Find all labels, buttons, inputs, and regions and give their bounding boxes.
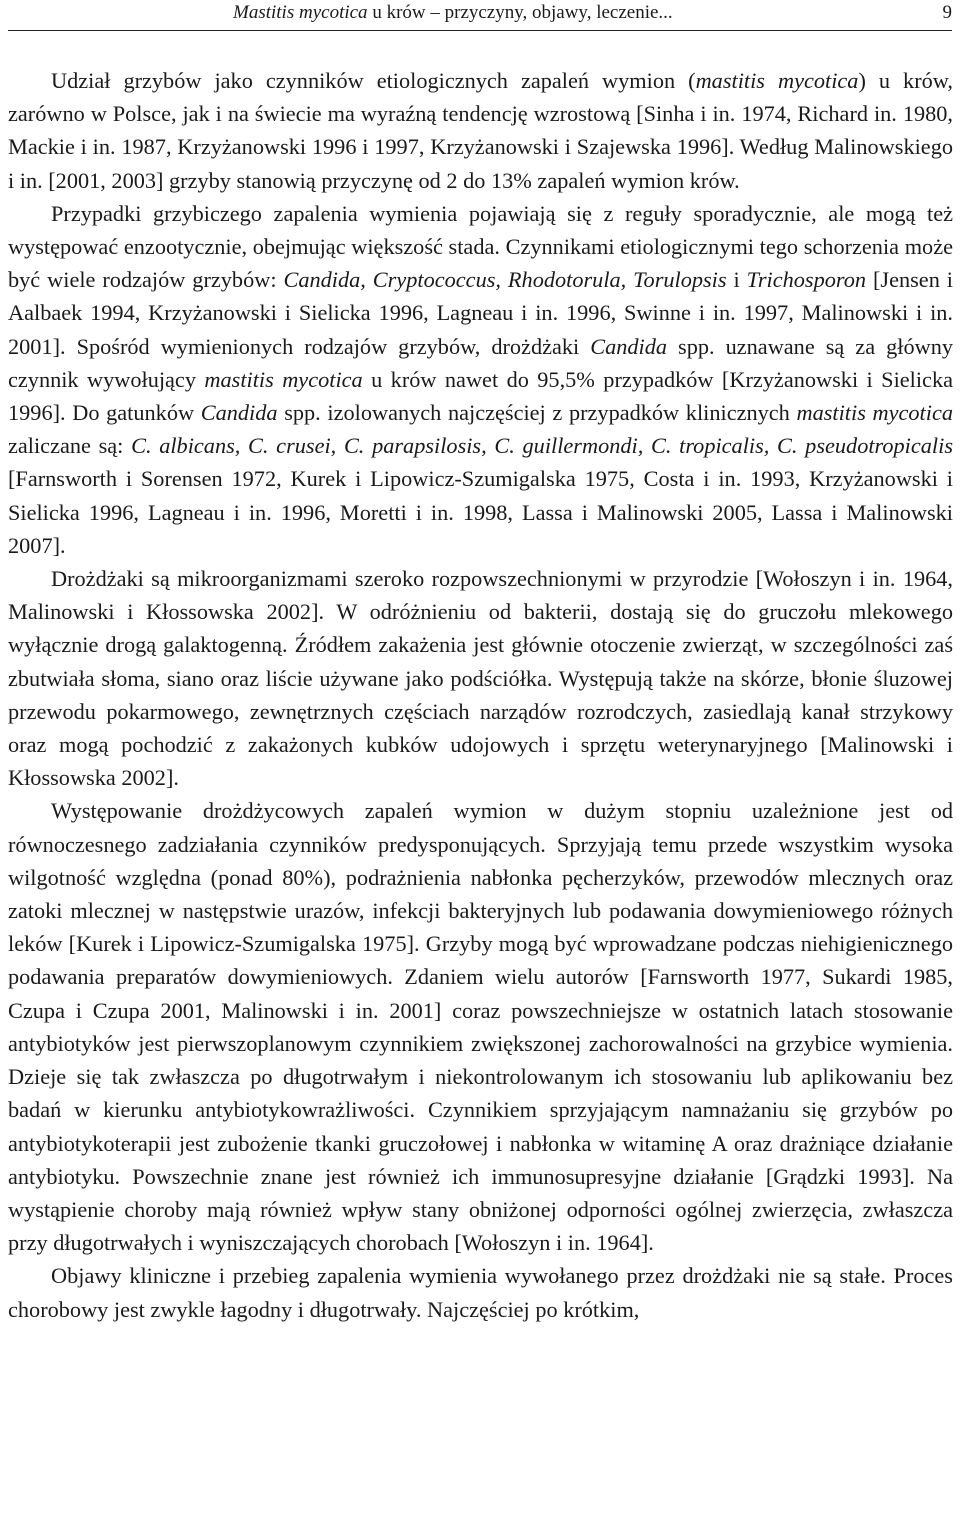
text-run: spp. izolowanych najczęściej z przypadków klinicznych xyxy=(277,400,797,426)
paragraph xyxy=(8,197,953,562)
text-run: Występowanie drożdżycowych zapaleń wymion w dużym stopniu uzależnione jest od równoczesnego zadziałania czynników predysponujących. Sprzyjają temu przede wszystkim wysoka wilgotność względna (ponad 80%), podrażnienia nabłonka pęcherzyków, przewodów mlecznych oraz zatoki mlecznej w następstwie urazów, infekcji bakteryjnych lub podawania dowymieniowego różnych leków [Kurek i Lipowicz-Szumigalska 1975]. Grzyby mogą być wprowadzane podczas niehigienicznego podawania preparatów dowymieniowych. Zdaniem wielu autorów [Farnsworth 1977, Sukardi 1985, Czupa i Czupa 2001, Malinowski i in. 2001] coraz powszechniejsze w ostatnich latach stosowanie antybiotyków jest pierwszoplanowym czynnikiem zwiększonej zachorowalności na grzybice wymienia. Dzieje się tak zwłaszcza po długotrwałym i niekontrolowanym ich stosowaniu lub aplikowaniu bez badań w kierunku antybiotykowrażliwości. Czynnikiem sprzyjającym namnażaniu się grzybów po antybiotykoterapii jest zubożenie tkanki gruczołowej i nabłonka w witaminę A oraz drażniące działanie antybiotyku. Powszechnie znane jest również ich immunosupresyjne działanie [Grądzki 1993]. Na wystąpienie choroby mają również wpływ stany obniżonej odporności ogólnej zwierzęcia, zwłaszcza przy długotrwałych i wyniszczających chorobach [Wołoszyn i in. 1964]. xyxy=(8,798,953,1256)
italic-term: Trichosporon xyxy=(746,267,867,293)
running-title-italic: Mastitis mycotica xyxy=(233,2,368,23)
text-run: [Jensen i Aalbaek 1994, Krzyżanowski i Sielicka 1996, Lagneau i in. 1996, Swinne i in. 1997, Malinowski i in. 2001]. Spośród wymienionych rodzajów grzybów, drożdżaki xyxy=(8,267,954,359)
italic-term: mastitis mycotica xyxy=(695,68,859,93)
paragraph xyxy=(8,64,953,197)
italic-term: Candida, Cryptococcus, Rhodotorula, Torulopsis xyxy=(283,267,727,293)
running-header xyxy=(8,0,952,31)
body-text xyxy=(8,64,953,1326)
page-number: 9 xyxy=(942,2,952,23)
italic-term: Candida xyxy=(590,333,668,359)
text-run: u krów nawet do 95,5% przypadków [Krzyżanowski i Sielicka 1996]. Do gatunków xyxy=(8,366,953,426)
text-run: spp. uznawane są za główny czynnik wywołujący xyxy=(8,333,953,392)
text-run: [Farnsworth i Sorensen 1972, Kurek i Lipowicz-Szumigalska 1975, Costa i in. 1993, Krzyżanowski i Sielicka 1996, Lagneau i in. 1996, Moretti i in. 1998, Lassa i Malinowski 2005, Lassa i Malinowski 2007]. xyxy=(8,466,953,558)
italic-term: Candida xyxy=(200,400,278,426)
paragraph xyxy=(8,1259,953,1325)
text-run: Drożdżaki są mikroorganizmami szeroko rozpowszechnionymi w przyrodzie [Wołoszyn i in. 1964, Malinowski i Kłossowska 2002]. W odróżnieniu od bakterii, dostają się do gruczołu mlekowego wyłącznie drogą galaktogenną. Źródłem zakażenia jest głównie otoczenie zwierząt, w szczególności zaś zbutwiała słoma, siano oraz liście używane jako podściółka. Występują także na skórze, błonie śluzowej przewodu pokarmowego, zewnętrznych częściach narządów rozrodczych, zasiedlają kanał strzykowy oraz mogą pochodzić z zakażonych kubków udojowych i sprzętu weterynaryjnego [Malinowski i Kłossowska 2002]. xyxy=(8,566,953,791)
text-run: i xyxy=(726,267,747,293)
running-title xyxy=(233,0,673,26)
paragraph xyxy=(8,562,953,794)
text-run: Objawy kliniczne i przebieg zapalenia wymienia wywołanego przez drożdżaki nie są stałe. Proces chorobowy jest zwykle łagodny i długotrwały. Najczęściej po krótkim, xyxy=(8,1263,953,1322)
italic-term: C. albicans, C. crusei, C. parapsilosis, C. guillermondi, C. tropicalis, C. pseudotropicalis xyxy=(131,433,953,459)
text-run: Udział grzybów jako czynników etiologicznych zapaleń wymion ( xyxy=(51,68,696,93)
italic-term: mastitis mycotica xyxy=(204,366,363,392)
running-title-rest: u krów – przyczyny, objawy, leczenie... xyxy=(367,2,673,23)
text-run: Przypadki grzybiczego zapalenia wymienia pojawiają się z reguły sporadycznie, ale mogą też występować enzootycznie, obejmując większość stada. Czynnikami etiologicznymi tego schorzenia może być wiele rodzajów grzybów: xyxy=(8,200,953,293)
text-run: ) u krów, zarówno w Polsce, jak i na świecie ma wyraźną tendencję wzrostową [Sinha i in. 1974, Richard in. 1980, Mackie i in. 1987, Krzyżanowski 1996 i 1997, Krzyżanowski i Szajewska 1996]. Według Malinowskiego i in. [2001, 2003] grzyby stanowią przyczynę od 2 do 13% zapaleń wymion krów. xyxy=(8,68,953,193)
italic-term: mastitis mycotica xyxy=(796,400,953,426)
text-run: zaliczane są: xyxy=(8,433,132,459)
paragraph xyxy=(8,794,953,1259)
